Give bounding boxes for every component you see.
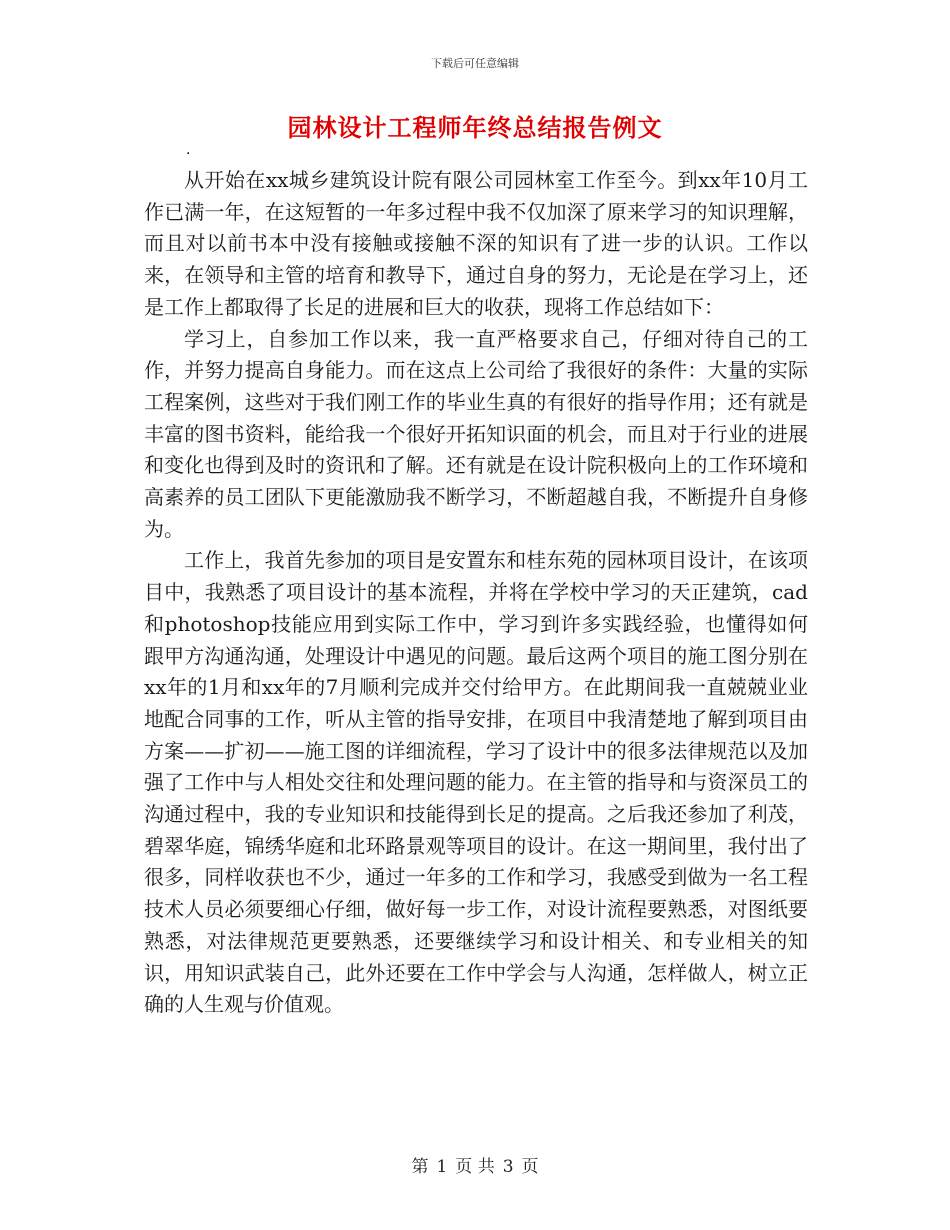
title-dot: .: [186, 142, 191, 158]
document-body: [144, 165, 808, 1021]
paragraph-work: 工作上，我首先参加的项目是安置东和桂东苑的园林项目设计，在该项目中，我熟悉了项目设计的基本流程，并将在学校中学习的天正建筑，cad和photoshop技能应用到实际工作中，学习到许多实践经验，也懂得如何跟甲方沟通沟通，处理设计中遇见的问题。最后这两个项目的施工图分别在xx年的1月和xx年的7月顺利完成并交付给甲方。在此期间我一直兢兢业业地配合同事的工作，听从主管的指导安排，在项目中我清楚地了解到项目由方案——扩初——施工图的详细流程，学习了设计中的很多法律规范以及加强了工作中与人相处交往和处理问题的能力。在主管的指导和与资深员工的沟通过程中，我的专业知识和技能得到长足的提高。之后我还参加了利茂，碧翠华庭，锦绣华庭和北环路景观等项目的设计。在这一期间里，我付出了很多，同样收获也不少，通过一年多的工作和学习，我感受到做为一名工程技术人员必须要细心仔细，做好每一步工作，对设计流程要熟悉，对图纸要熟悉，对法律规范更要熟悉，还要继续学习和设计相关、和专业相关的知识，用知识武装自己，此外还要在工作中学会与人沟通，怎样做人，树立正确的人生观与价值观。: [144, 548, 808, 1017]
footer-page-number: 1: [436, 1157, 448, 1177]
footer-suffix: 页: [521, 1157, 539, 1177]
footer-prefix: 第: [411, 1157, 429, 1177]
document-title: 园林设计工程师年终总结报告例文: [287, 113, 663, 142]
paragraph-study: 学习上，自参加工作以来，我一直严格要求自己，仔细对待自己的工作，并努力提高自身能力。而在这点上公司给了我很好的条件：大量的实际工程案例，这些对于我们刚工作的毕业生真的有很好的指导作用；还有就是丰富的图书资料，能给我一个很好开拓知识面的机会，而且对于行业的进展和变化也得到及时的资讯和了解。还有就是在设计院积极向上的工作环境和高素养的员工团队下更能激励我不断学习，不断超越自我，不断提升自身修为。: [144, 326, 808, 541]
header-note: 下载后可任意编辑: [431, 57, 519, 70]
footer-mid: 页 共: [455, 1157, 495, 1177]
footer-total-pages: 3: [502, 1157, 514, 1177]
paragraph-intro: 从开始在xx城乡建筑设计院有限公司园林室工作至今。到xx年10月工作已满一年，在这短暂的一年多过程中我不仅加深了原来学习的知识理解，而且对以前书本中没有接触或接触不深的知识有了进一步的认识。工作以来，在领导和主管的培育和教导下，通过自身的努力，无论是在学习上，还是工作上都取得了长足的进展和巨大的收获，现将工作总结如下：: [144, 168, 808, 319]
page-footer: [0, 1152, 950, 1177]
